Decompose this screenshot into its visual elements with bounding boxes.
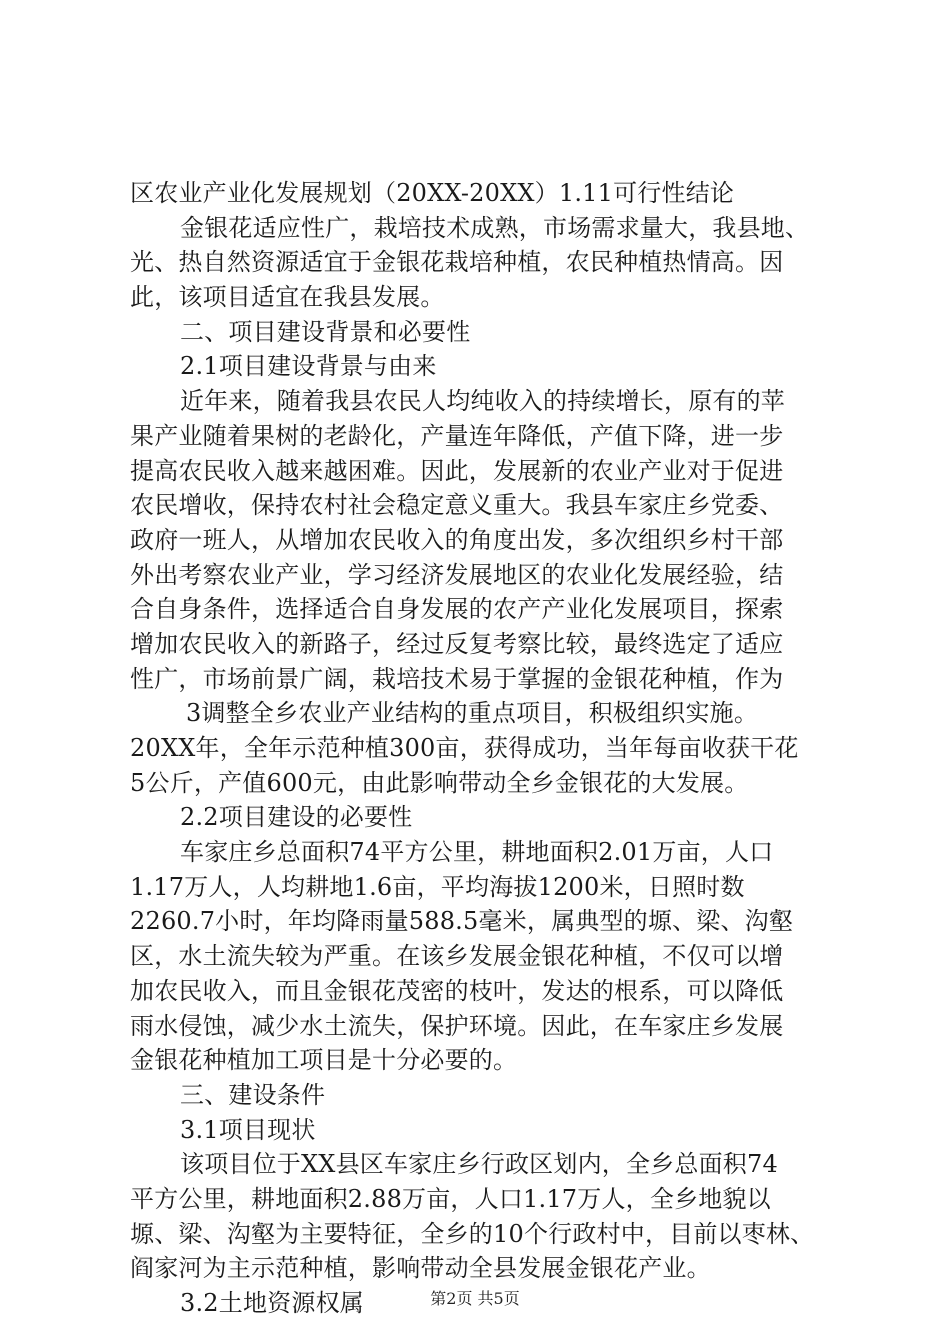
text-line: 外出考察农业产业，学习经济发展地区的农业化发展经验，结	[130, 560, 784, 589]
text-line: 光、热自然资源适宜于金银花栽培种植，农民种植热情高。因	[130, 248, 784, 277]
text-line: 阎家河为主示范种植，影响带动全县发展金银花产业。	[130, 1254, 711, 1283]
subsection-heading: 2.1项目建设背景与由来	[180, 352, 437, 381]
text-line: 性广，市场前景广阔，栽培技术易于掌握的金银花种植，作为	[130, 664, 784, 693]
text-line: 该项目位于XX县区车家庄乡行政区划内，全乡总面积74	[180, 1150, 778, 1179]
text-line: 车家庄乡总面积74平方公里，耕地面积2.01万亩，人口	[180, 838, 774, 867]
text-line: 提高农民收入越来越困难。因此，发展新的农业产业对于促进	[130, 456, 784, 485]
text-line: 农民增收，保持农村社会稳定意义重大。我县车家庄乡党委、	[130, 491, 784, 520]
text-line: 雨水侵蚀，减少水土流失，保护环境。因此，在车家庄乡发展	[130, 1011, 784, 1040]
section-heading: 三、建设条件	[180, 1080, 326, 1109]
text-line: 塬、梁、沟壑为主要特征，全乡的10个行政村中，目前以枣林、	[130, 1219, 815, 1248]
text-line: 20XX年，全年示范种植300亩，获得成功，当年每亩收获干花	[130, 734, 799, 762]
text-line: 区，水土流失较为严重。在该乡发展金银花种植，不仅可以增	[130, 942, 784, 971]
text-line: 金银花种植加工项目是十分必要的。	[130, 1046, 518, 1075]
text-line: 1.17万人，人均耕地1.6亩，平均海拔1200米，日照时数	[130, 872, 745, 901]
section-heading: 二、项目建设背景和必要性	[180, 317, 471, 346]
text-line: 增加农民收入的新路子，经过反复考察比较，最终选定了适应	[130, 629, 784, 658]
text-line: 区农业产业化发展规划（20XX-20XX）1.11可行性结论	[130, 179, 735, 207]
text-line: 果产业随着果树的老龄化，产量连年降低，产值下降，进一步	[130, 421, 784, 450]
text-line: 3调整全乡农业产业结构的重点项目，积极组织实施。	[186, 699, 759, 728]
subsection-heading: 3.2土地资源权属	[180, 1289, 364, 1317]
text-line: 平方公里，耕地面积2.88万亩，人口1.17万人，全乡地貌以	[130, 1184, 771, 1213]
subsection-heading: 2.2项目建设的必要性	[180, 803, 413, 832]
text-line: 加农民收入，而且金银花茂密的枝叶，发达的根系，可以降低	[130, 976, 784, 1005]
text-line: 合自身条件，选择适合自身发展的农产产业化发展项目，探索	[130, 595, 784, 624]
subsection-heading: 3.1项目现状	[180, 1115, 316, 1144]
text-line: 政府一班人，从增加农民收入的角度出发，多次组织乡村干部	[130, 525, 784, 554]
text-line: 2260.7小时，年均降雨量588.5毫米，属典型的塬、梁、沟壑	[130, 907, 794, 936]
text-line: 近年来，随着我县农民人均纯收入的持续增长，原有的苹	[180, 387, 785, 416]
page-number: 第2页 共5页	[430, 1289, 520, 1308]
text-line: 5公斤，产值600元，由此影响带动全乡金银花的大发展。	[130, 768, 749, 797]
page-footer	[0, 1288, 950, 1310]
document-body	[130, 176, 830, 1321]
text-line: 此，该项目适宜在我县发展。	[130, 283, 445, 312]
text-line: 金银花适应性广，栽培技术成熟，市场需求量大，我县地、	[180, 213, 810, 242]
